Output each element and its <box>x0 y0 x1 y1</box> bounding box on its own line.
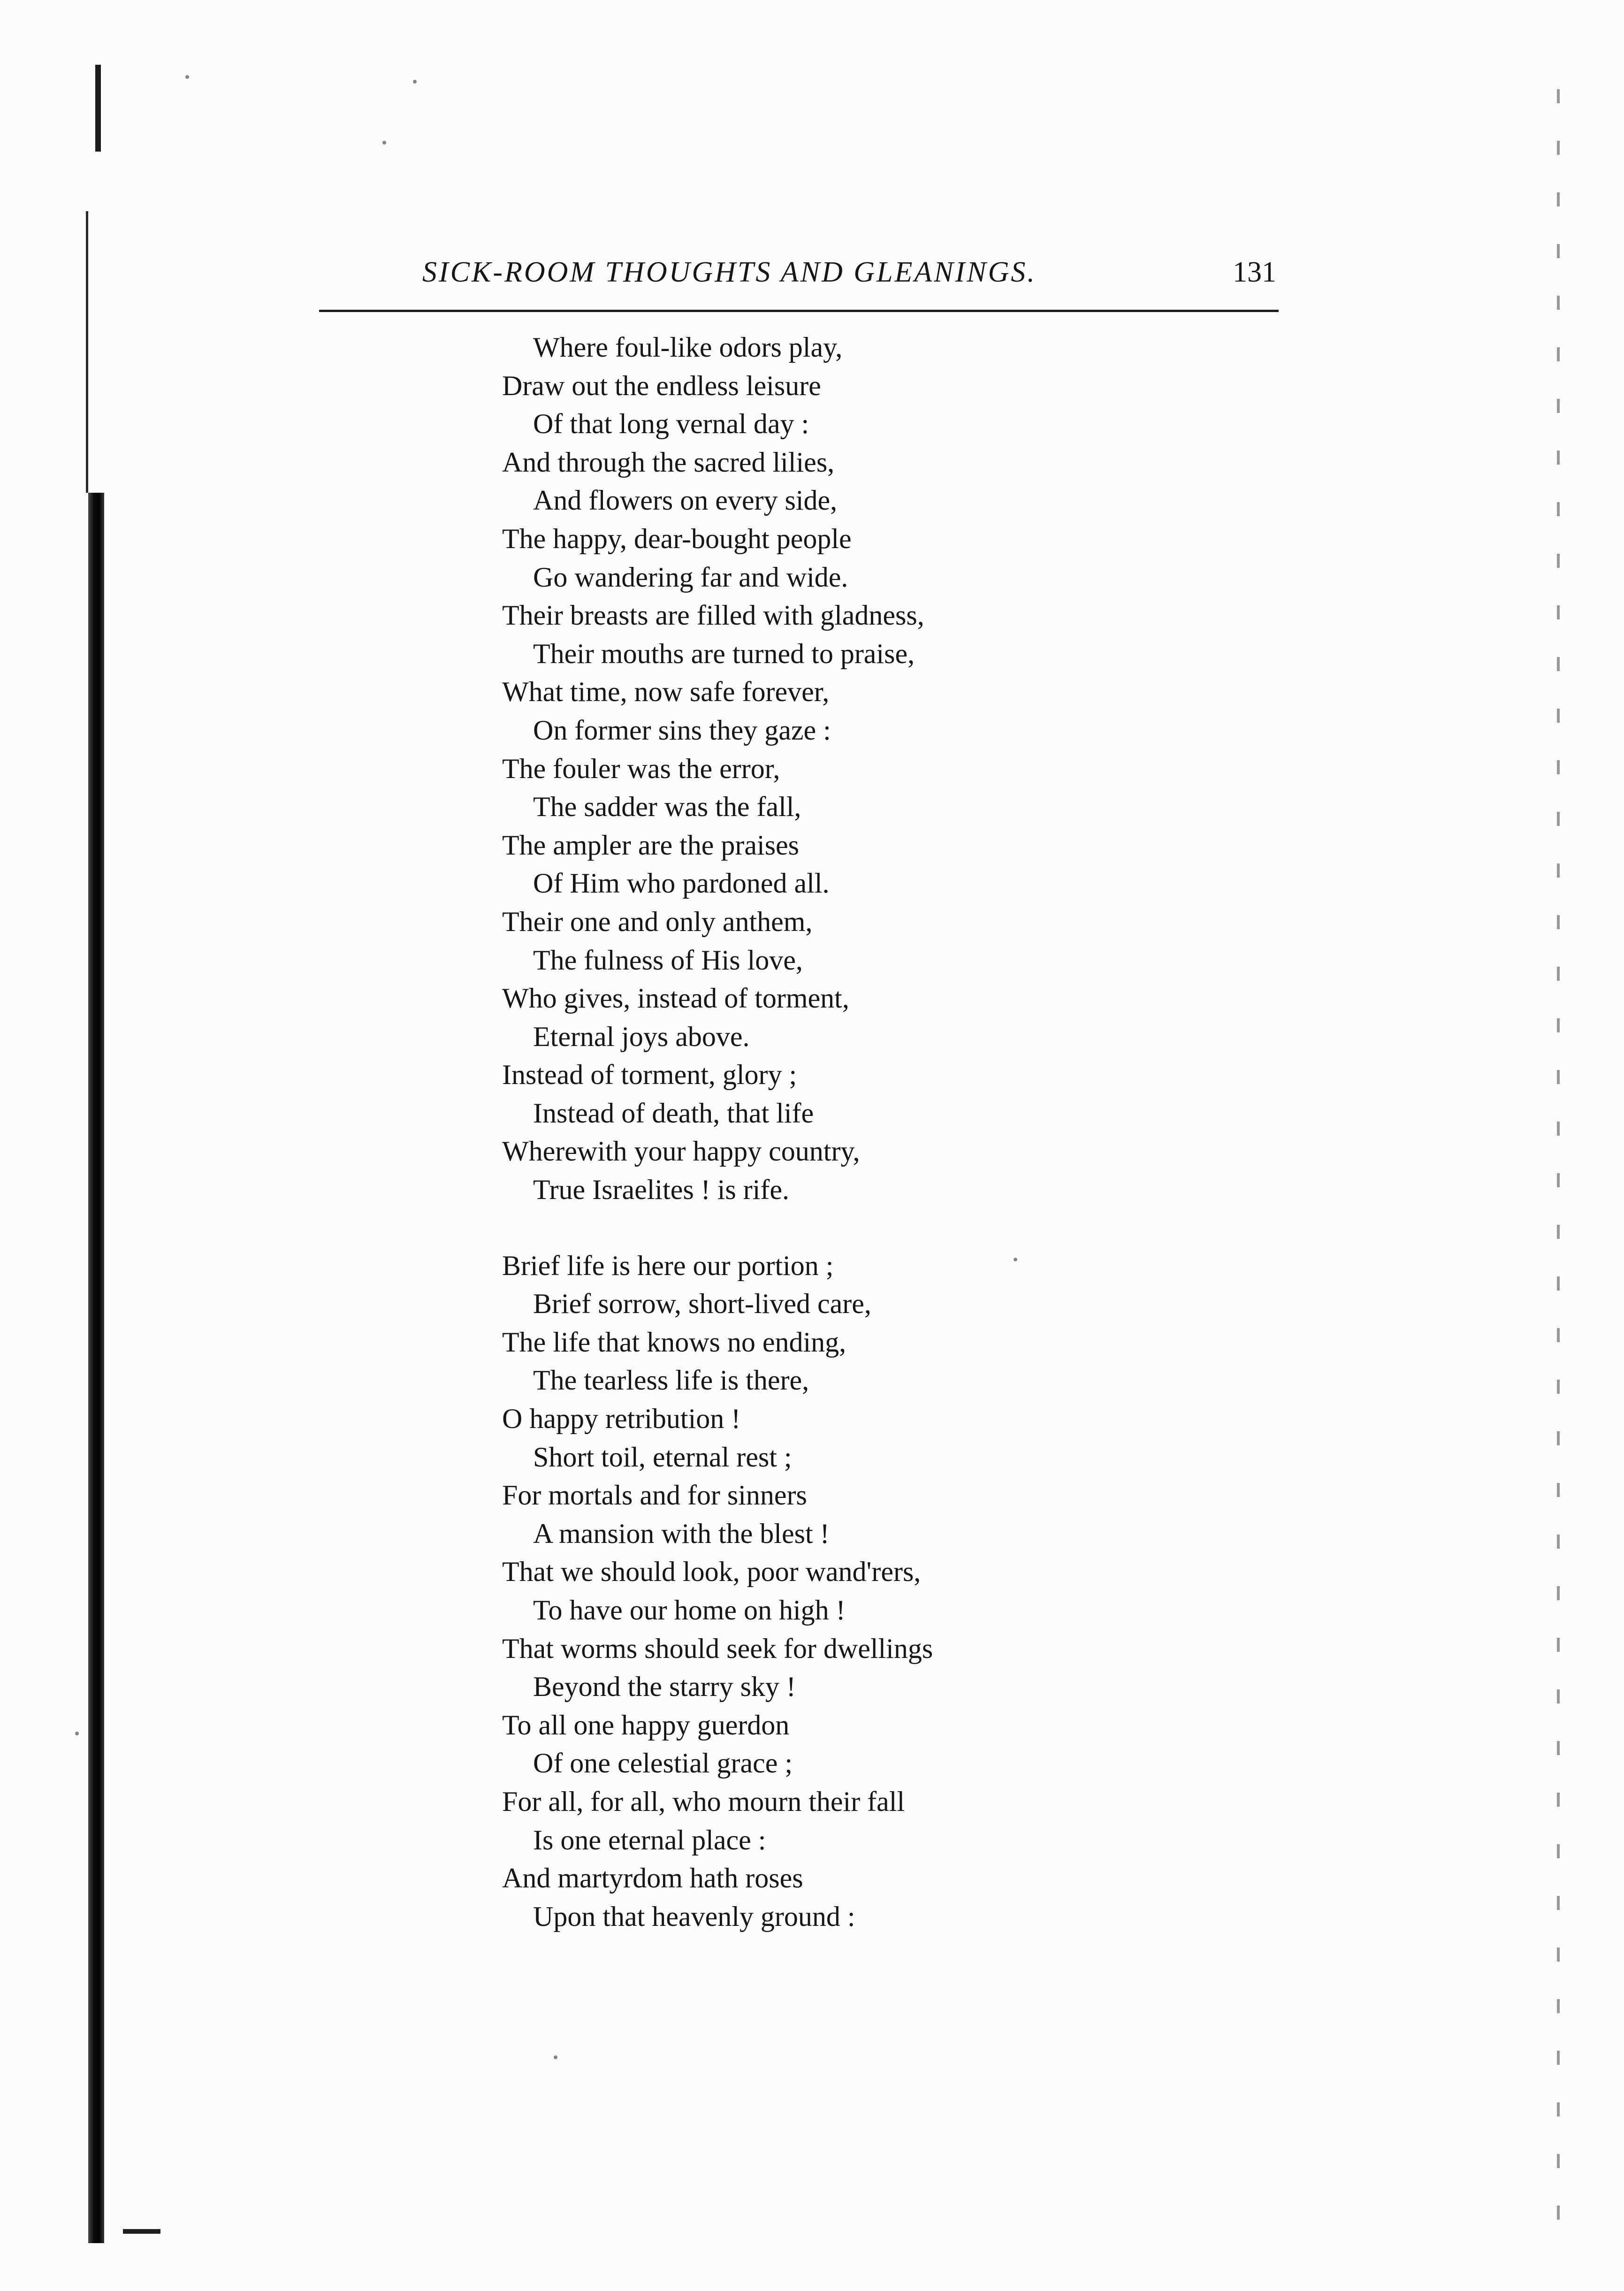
header-rule <box>319 310 1279 312</box>
poem-line: Wherewith your happy country, <box>502 1136 860 1167</box>
running-head <box>319 246 1276 298</box>
poem-line: The fouler was the error, <box>502 753 780 784</box>
poem-line: Of Him who pardoned all. <box>533 868 830 899</box>
poem-line: Brief sorrow, short-lived care, <box>533 1288 871 1320</box>
stanza-gap <box>502 1209 1206 1247</box>
running-title: SICK-ROOM THOUGHTS AND GLEANINGS. <box>422 256 1037 288</box>
poem-line: O happy retribution ! <box>502 1403 741 1435</box>
scan-speck <box>413 80 417 84</box>
poem-line: The ampler are the praises <box>502 829 800 861</box>
binding-foot-mark <box>123 2229 160 2234</box>
poem-line: Who gives, instead of torment, <box>502 983 849 1014</box>
poem-line: Short toil, eternal rest ; <box>533 1441 792 1473</box>
poem-body <box>502 328 1206 1936</box>
binding-edge-line <box>86 211 88 493</box>
poem-line: What time, now safe forever, <box>502 676 830 708</box>
poem-line: And martyrdom hath roses <box>502 1863 803 1894</box>
poem-line: Instead of torment, glory ; <box>502 1059 797 1091</box>
page-right-edge <box>1557 89 1560 2248</box>
poem-line: The tearless life is there, <box>533 1365 809 1396</box>
page-number: 131 <box>1233 256 1276 288</box>
poem-line: Their mouths are turned to praise, <box>533 638 915 669</box>
poem-line: Their one and only anthem, <box>502 906 813 937</box>
poem-line: For all, for all, who mourn their fall <box>502 1786 905 1817</box>
scan-speck <box>75 1732 79 1735</box>
poem-line: And through the sacred lilies, <box>502 446 835 478</box>
poem-line: The happy, dear-bought people <box>502 523 852 554</box>
binding-edge-mark <box>95 65 101 152</box>
poem-line: And flowers on every side, <box>533 485 838 516</box>
poem-line: Draw out the endless leisure <box>502 370 821 401</box>
poem-line: Of that long vernal day : <box>533 408 809 440</box>
poem-line: For mortals and for sinners <box>502 1480 807 1511</box>
poem-line: To have our home on high ! <box>533 1595 846 1626</box>
poem-line: Eternal joys above. <box>533 1021 750 1052</box>
binding-shadow <box>88 493 104 2243</box>
scan-speck <box>382 141 386 145</box>
poem-line: On former sins they gaze : <box>533 714 831 746</box>
poem-line: Instead of death, that life <box>533 1097 814 1129</box>
poem-line: Of one celestial grace ; <box>533 1748 793 1779</box>
scan-speck <box>185 75 189 79</box>
poem-line: That worms should seek for dwellings <box>502 1633 933 1664</box>
poem-line: Where foul-like odors play, <box>533 332 843 363</box>
stanza <box>502 328 1206 1209</box>
poem-line: To all one happy guerdon <box>502 1709 790 1741</box>
stanza <box>502 1247 1206 1936</box>
poem-line: Brief life is here our portion ; <box>502 1250 834 1281</box>
poem-line: Is one eternal place : <box>533 1824 766 1856</box>
poem-line: Upon that heavenly ground : <box>533 1901 855 1932</box>
poem-line: True Israelites ! is rife. <box>533 1174 789 1206</box>
poem-line: Go wandering far and wide. <box>533 561 848 593</box>
poem-line: The fulness of His love, <box>533 944 803 976</box>
poem-line: That we should look, poor wand'rers, <box>502 1556 921 1588</box>
poem-line: The life that knows no ending, <box>502 1326 846 1358</box>
poem-line: Beyond the starry sky ! <box>533 1671 796 1703</box>
poem-line: Their breasts are filled with gladness, <box>502 600 924 631</box>
scan-speck <box>554 2055 557 2059</box>
poem-line: The sadder was the fall, <box>533 791 801 823</box>
poem-line: A mansion with the blest ! <box>533 1518 830 1549</box>
